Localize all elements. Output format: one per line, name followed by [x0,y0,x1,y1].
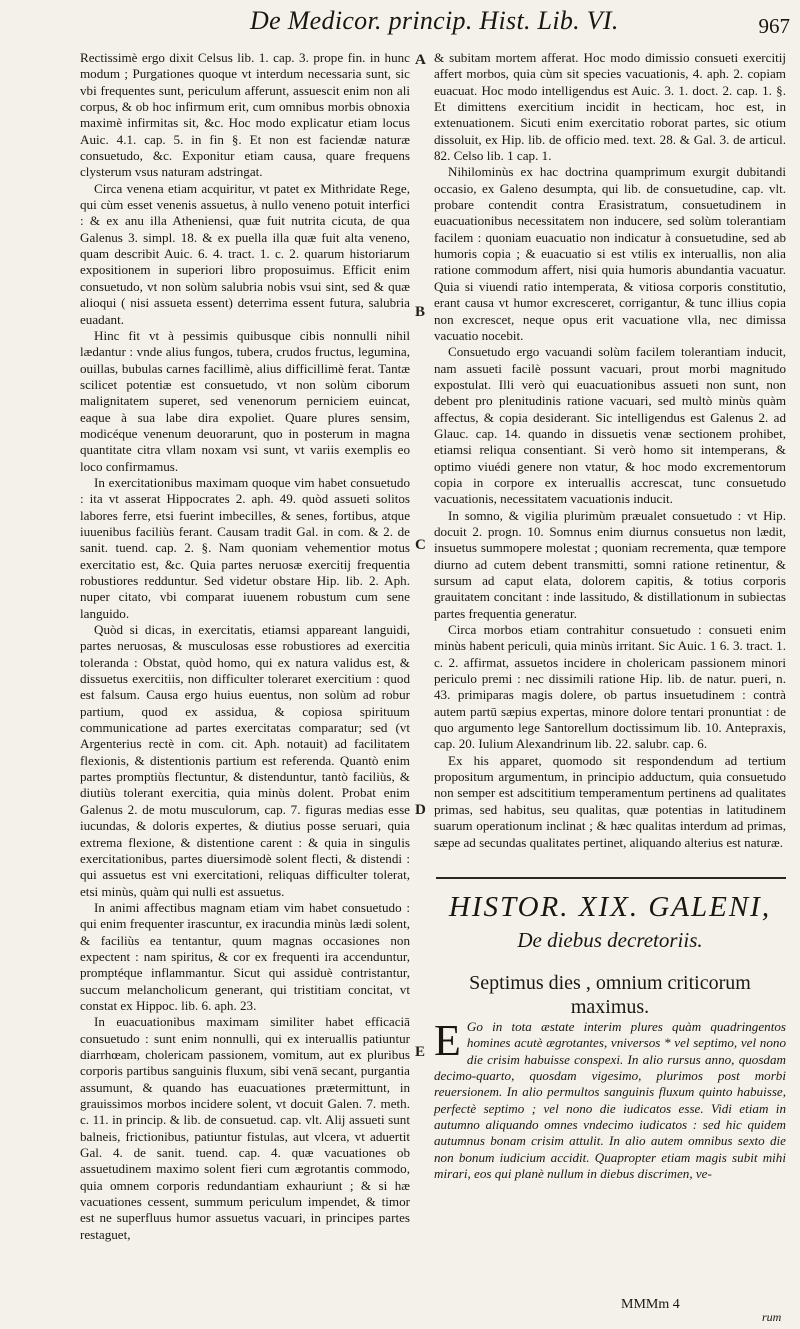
page-header [0,0,800,44]
historia-body: Go in tota æstate interim plures quàm quadringentos homines acutè ægrotantes, vniversos * vel septimo, vel nono die crisim habuisse conspexi. In alio rursus anno, quosdam decimo-quarto, quosdam vigesimo, plurimos post morbi reuersionem. In alio permultos sanguinis fluxum quinto habuisse, perfectè septimo ; vel nono die iudicatos esse. Vidi etiam in autumno aliquando omnes vndecimo iudicatos : sed hic quidem autumnus bonam crisim attulit. In alio autem omnibus sexto die non bonum iudicium accidit. Quapropter etiam magis subit mihi mirari, eos qui planè nullum in diebus discrimen, ve- [434,1018,786,1181]
paragraph: Rectissimè ergo dixit Celsus lib. 1. cap. 3. prope fin. in hunc modum ; Purgationes quoque vt interdum necessaria sunt, sic vbi frequentes sunt, periculum afferunt, assuescit enim non ali corpus, & ob hoc infirmum erit, cum omnibus morbis obnoxia maximè infirmitas sit, &c. Hoc modo explicatur etiam locus Auic. 4.1. cap. 5. in fin §. Et non est faciendæ naturæ consuetudo, &c. Exponitur etiam causa, quare frequens clysterum vsus naturam adstringat. [80,50,410,180]
drop-cap: E [434,1015,461,1065]
margin-letter-d: D [415,802,426,818]
margin-letter-c: C [415,537,426,553]
paragraph: Circa morbos etiam contrahitur consuetudo : consueti enim minùs habent periculi, quia minùs irritant. Sic Auic. 1 6. 3. tract. 1. c. 2. affirmat, assuetos incidere in cholericam passionem minori periculo premi : nec dissimili ratione Hip. lib. de natur. pueri, n. 43. primiparas magis dolere, ob partus insuetudinem : contrà autem partū sæpius expertas, minore dolore tentari pronuntiat : de quo argumento lege Santorellum doctissimum lib. 10. Antepraxis, cap. 20. Iulium Alexandrinum lib. 22. salubr. cap. 6. [434,622,786,752]
running-head: De Medicor. princip. Hist. Lib. VI. [250,6,619,35]
page-number: 967 [758,14,790,38]
paragraph: Hinc fit vt à pessimis quibusque cibis nonnulli nihil lædantur : vnde alius fungos, tubera, crudos fructus, legumina, ouillas, bubulas carnes facillimè, alius difficillimè ferat. Tantæ scilicet potentiæ est consuetudo, vt non solùm ciborum malignitatem superet, sed venenorum perniciem euincat, eaque à sua labe dira expoliet. Quare plures sensim, modicéque venenum deuorarunt, quo in posterum in magna quantitate citra vllam noxam vsi sunt, vt variis exemplis eo loco confirmamus. [80,327,410,474]
paragraph: Consuetudo ergo vacuandi solùm facilem tolerantiam inducit, nam assueti facilè possunt vacuari, prout morbi magnitudo expostulat. Illi verò qui euacuationibus assueti non sunt, non debent pro plenitudinis ratione vacuari, sed multò minùs quàm affectus, & copia desiderant. Sic intelligendus est Galenus 2. ad Glauc. cap. 14. quando in dissuetis venæ sectionem prohibet, etiamsi reliqua consentiant. Si verò homo sit intemperans, & optimo viuédi genere non vtatur, & hoc modo excrementorum copia in corpore ex interuallis accrescat, tunc consuetudo vacuationis, necessitatem vacuationis inducit. [434,344,786,507]
historia-text [434,1015,786,1182]
historia-subtitle: De diebus decretoriis. [517,927,703,952]
section-divider [436,877,786,879]
historia-heading: Septimus dies , omnium criticorum maximus. [469,971,751,1018]
paragraph: & subitam mortem afferat. Hoc modo dimissio consueti exercitij affert morbos, quia cùm sit species vacuationis, 4. aph. 2. copiam euacuat. Hoc modo intelligendus est Auic. 3. 1. doct. 2. cap. 1. §. Et dimittens exercitium incidit in hecticam, hoc est, in extenuationem. Sicuti enim exercitatio roborat partes, sic otium dissoluit, ex Hip. lib. de officio med. text. 28. & Gal. 3. de articul. 82. Celso lib. 1 cap. 1. [434,50,786,164]
catchword: rum [762,1310,782,1324]
signature-mark: MMMm 4 [621,1297,680,1312]
paragraph: In euacuationibus maximam similiter habet efficaciā consuetudo : sunt enim nonnulli, qui ex interuallis patiuntur diarrhœam, cholericam passionem, vomitum, aut ex pluribus corporis partibus sanguinis fluxum, sibi venā secant, purgantia assumunt, & quando has euacuationes prætermittunt, in grauissimos morbos incidere solent, vt docuit Galen. 7. meth. c. 11. in princip. & lib. de consuetud. cap. vlt. Alij assueti sunt balneis, frictionibus, patiuntur fistulas, aut vlcera, vt aduertit Gal. 4. de sanit. tuend. cap. 4. quæ vacuationes ob assuetudinem maximo solent fieri cum ægrotantis commodo, quia omnem corporis redundantiam exhauriunt ; & si hæ vacuationes cessent, summum periculum impendet, & timor est ne superfluus humor assuetus vacuari, in principes partes restaguet, [80,1014,410,1242]
paragraph: Circa venena etiam acquiritur, vt patet ex Mithridate Rege, qui cùm esset venenis assuetus, à nullo veneno potuit interfici : & ex anu illa Atheniensi, quæ fuit nutrita cicuta, de qua Galenus 3. simpl. 18. & ex puella illa quæ fuit alta veneno, quam describit Auic. 6. 4. tract. 1. c. 2. quarum historiarum expositionem in superiori libro proposuimus. Efficit enim consuetudo, vt non solùm salubria nobis vsui sint, sed & quæ alioqui ( nisi assueta essent) deterrima essent futura, salubria euadant. [80,180,410,327]
paragraph: Nihilominùs ex hac doctrina quamprimum exurgit dubitandi occasio, ex Galeno desumpta, qui lib. de consuetudine, cap. vlt. probare contendit contra Erasistratum, consuetudinem in euacuationibus necessitatem non inducere, sed solùm tolerantiam facilem : quoniam euacuatio non indicatur à consuetudine, sed ab humoris copia ; & euacuatio si est vtilis ex interuallis, non alia ratione commodum affert, nisi quia humoris abundantia vacuatur. Quia si viuendi ratio intemperata, & vitiosa corporis constitutio, erant causa vt humor excresceret, corrigantur, & tunc illius copia non excrescet, neque opus erit vacuatione vlla, nec dimissa vacuatio nocebit. [434,164,786,343]
margin-letter-b: B [415,304,426,320]
historia-section [434,877,786,1019]
paragraph: In exercitationibus maximam quoque vim habet consuetudo : ita vt asserat Hippocrates 2. aph. 49. quòd assueti solitos labores ferre, etsi fuerint imbecilles, & senes, fortibus, atque iuuenibus faciliùs ferant. Causam tradit Gal. in com. & 2. de sanit. tuend. cap. 2. §. Nam quoniam vehementior motus exercitatio est, &c. Quia partes neruosæ exercitij frequentia robustiores redduntur. Sed videtur obstare Hip. lib. 2. Aph. nuper citato, vbi comparat iuuenem robustum cum sene languido. [80,474,410,621]
margin-letter-a: A [415,52,426,68]
paragraph: In somno, & vigilia plurimùm præualet consuetudo : vt Hip. docuit 2. progn. 10. Somnus enim diurnus consuetus non lædit, insuetus summopere molestat ; quoniam recrementa, quæ tempore diurno ad cutem debent transmitti, somni ratione retinentur, & sursum ad caput elata, dolorem capitis, & totius corporis grauitatem concitant : inde lassitudo, & distillationum in subiectas partes frequentia generatur. [434,507,786,621]
historia-title: HISTOR. XIX. GALENI, [448,890,772,923]
margin-letter-e: E [415,1044,426,1060]
left-column [80,50,410,1243]
right-column [434,50,786,1182]
paragraph: Quòd si dicas, in exercitatis, etiamsi appareant languidi, partes neruosas, & musculosas esse robustiores ad exercitia toleranda : Obstat, quòd homo, qui ex natura validus est, & dissuetus exercitiis, non difficulter toleraret exercitium : quod est falsum. Causa ergo huius euentus, non solùm ad robur partium, quod ex assidua, & copiosa spirituum communicatione ad partes exercitatas comparatur; sed (vt Argenterius rectè in com. cit. Aph. notauit) ad facilitatem flexionis, & distentionis partium est referenda. Quantò enim partes promptiùs flectuntur, & distenduntur, tantò faciliùs, & diutiùs tolerant exercitia, quia minùs dolent. Probat enim Galenus 2. de motu musculorum, cap. 7. figuras medias esse iucundas, & doloris expertes, & diutius posse seruari, quia extrema flexione, & distentione carent : & quia in singulis exercitationibus, partes diuersimodè solent flecti, & distendi : qui assuetus est vni exercitationi, reliquas difficulter tolerat, etsi minùs, quàm qui nulli est assuetus. [80,622,410,899]
paragraph: In animi affectibus magnam etiam vim habet consuetudo : qui enim frequenter irascuntur, ex iracundia minùs lædi solent, & faciliùs ea tentantur, quum magnas occasiones non expectent : nam spiritus, & cor ex frequenti ira accenduntur, promptéque inflammantur. Sicut qui assiduè contristantur, succum melancholicum generant, qui tristitiam concitat, vt constat ex Hippoc. lib. 6. aph. 23. [80,899,410,1013]
paragraph: Ex his apparet, quomodo sit respondendum ad tertium propositum argumentum, in principio adductum, quia consuetudo non semper est adscititium temperamentum pertinens ad qualitates primas, sed habitus, seu qualitas, quæ potentias in latitudinem suarum operationum inclinat ; & hæc qualitas interdum ad primas, sæpe ad secundas qualitates pertinet, aliquando alterius est naturæ. [434,752,786,850]
